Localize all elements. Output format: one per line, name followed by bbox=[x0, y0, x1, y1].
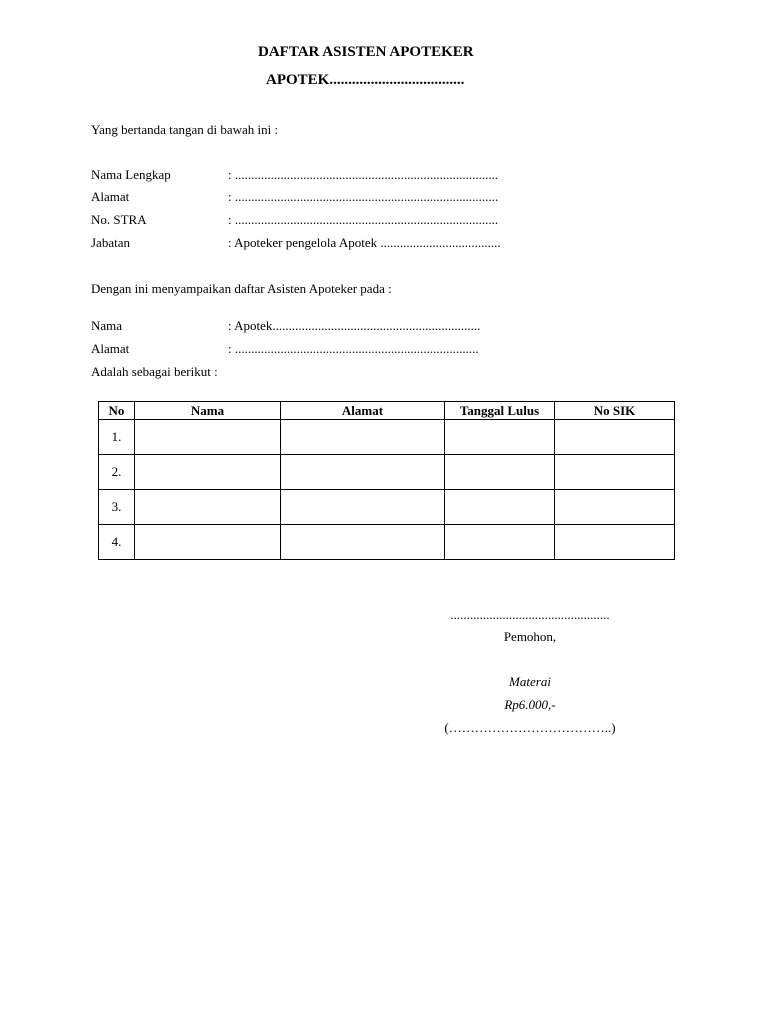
cell-no-sik bbox=[555, 420, 675, 455]
cell-alamat bbox=[281, 455, 445, 490]
table-row bbox=[99, 490, 675, 525]
field-value-alamat-apotek: : ........................................................................... bbox=[228, 341, 479, 356]
field-value-jabatan: : Apoteker pengelola Apotek ..................................... bbox=[228, 235, 501, 250]
cell-tanggal-lulus bbox=[445, 490, 555, 525]
cell-no-sik bbox=[555, 525, 675, 560]
row-number: 2. bbox=[99, 455, 135, 490]
cell-nama bbox=[135, 490, 281, 525]
row-number: 1. bbox=[99, 420, 135, 455]
field-label-jabatan: Jabatan bbox=[91, 235, 130, 250]
document-title: DAFTAR ASISTEN APOTEKER bbox=[258, 44, 474, 60]
cell-no-sik bbox=[555, 455, 675, 490]
cell-tanggal-lulus bbox=[445, 525, 555, 560]
field-label-nama-apotek: Nama bbox=[91, 318, 123, 333]
signature-applicant-label: Pemohon, bbox=[503, 629, 557, 644]
table-row bbox=[99, 420, 675, 455]
stamp-label: Materai bbox=[509, 674, 551, 689]
field-label-alamat: Alamat bbox=[91, 189, 130, 204]
assistant-table bbox=[98, 401, 675, 560]
field-value-nama-lengkap: : ................................................................................. bbox=[228, 167, 499, 182]
table-header-row bbox=[99, 402, 675, 420]
table-row bbox=[99, 525, 675, 560]
header-no: No bbox=[99, 402, 135, 420]
cell-alamat bbox=[281, 490, 445, 525]
header-tanggal-lulus: Tanggal Lulus bbox=[445, 402, 555, 420]
field-value-alamat: : ................................................................................. bbox=[228, 189, 499, 204]
cell-no-sik bbox=[555, 490, 675, 525]
field-label-no-stra: No. STRA bbox=[91, 212, 147, 227]
intro-text: Yang bertanda tangan di bawah ini : bbox=[91, 122, 279, 137]
statement-text: Dengan ini menyampaikan daftar Asisten Apoteker pada : bbox=[91, 281, 392, 296]
cell-tanggal-lulus bbox=[445, 455, 555, 490]
header-nama: Nama bbox=[135, 402, 281, 420]
signature-place-date: ................................................. bbox=[450, 607, 610, 622]
header-alamat: Alamat bbox=[281, 402, 445, 420]
document-subtitle: APOTEK.................................... bbox=[266, 72, 465, 88]
cell-alamat bbox=[281, 420, 445, 455]
cell-alamat bbox=[281, 525, 445, 560]
field-label-nama-lengkap: Nama Lengkap bbox=[91, 167, 171, 182]
cell-tanggal-lulus bbox=[445, 420, 555, 455]
stamp-value: Rp6.000,- bbox=[504, 697, 556, 712]
cell-nama bbox=[135, 525, 281, 560]
row-number: 4. bbox=[99, 525, 135, 560]
field-value-nama-apotek: : Apotek................................................................ bbox=[228, 318, 481, 333]
signature-name-line: (………………………………..) bbox=[444, 720, 616, 735]
field-value-no-stra: : ................................................................................. bbox=[228, 212, 499, 227]
table-row bbox=[99, 455, 675, 490]
row-number: 3. bbox=[99, 490, 135, 525]
list-intro-text: Adalah sebagai berikut : bbox=[91, 364, 218, 379]
field-label-alamat-apotek: Alamat bbox=[91, 341, 130, 356]
cell-nama bbox=[135, 455, 281, 490]
header-no-sik: No SIK bbox=[555, 402, 675, 420]
cell-nama bbox=[135, 420, 281, 455]
